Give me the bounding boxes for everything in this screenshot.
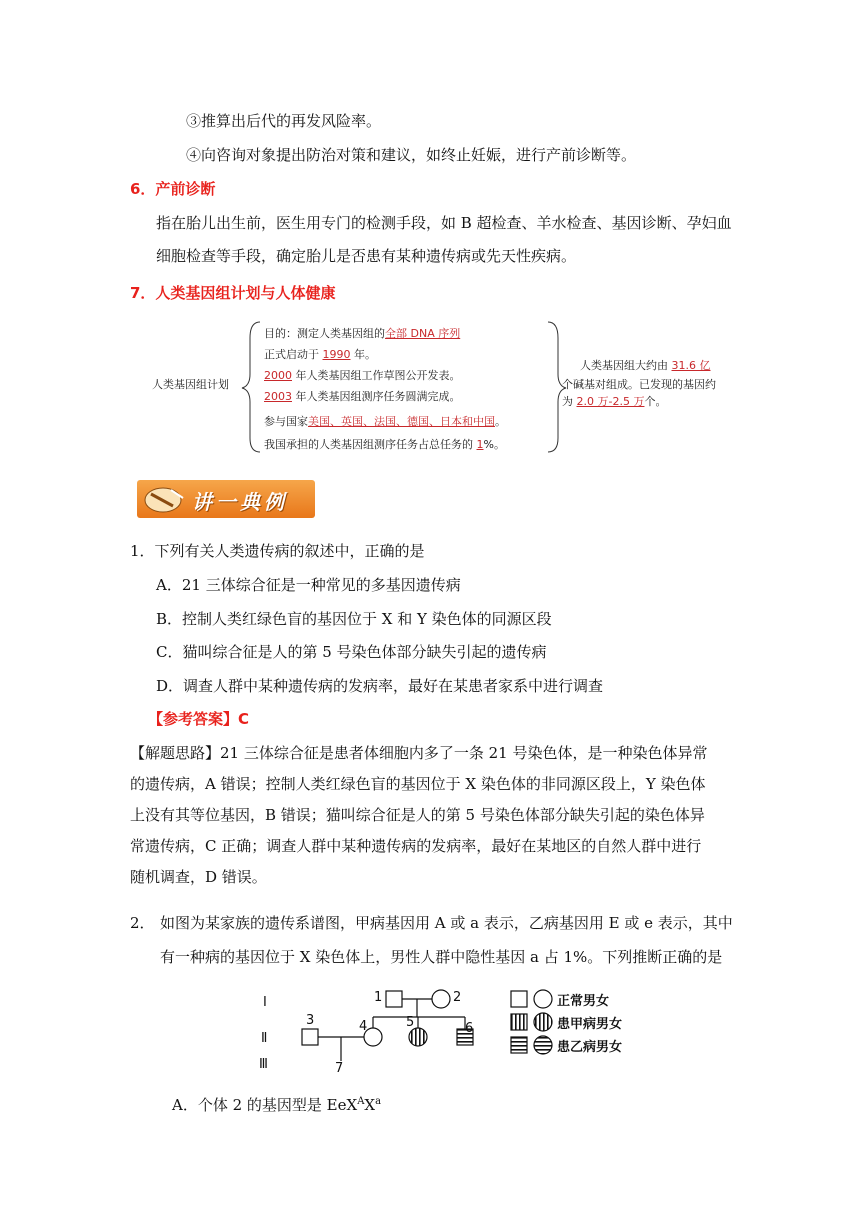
analysis-line-2: 的遗传病，A 错误；控制人类红绿色盲的基因位于 X 染色体的非同源区段上，Y 染色体 xyxy=(130,775,706,793)
legend-text-disease-b: 患乙病男女 xyxy=(557,1040,623,1055)
q1-stem: 1．下列有关人类遗传病的叙述中，正确的是 xyxy=(130,542,425,560)
individual-3-male xyxy=(302,1029,318,1045)
start-suffix: 年。 xyxy=(350,348,376,361)
q1-option-d: D．调查人群中某种遗传病的发病率，最好在某患者家系中进行调查 xyxy=(156,677,604,695)
year-2000: 2000 xyxy=(264,369,292,382)
year-2000-text: 年人类基因组工作草图公开发表。 xyxy=(292,369,461,382)
individual-5-female-disease-a xyxy=(409,1028,427,1046)
q1-option-b: B．控制人类红绿色盲的基因位于 X 和 Y 染色体的同源区段 xyxy=(156,610,552,628)
pencil-book-icon xyxy=(143,484,187,514)
legend-normal-male xyxy=(511,991,527,1007)
q2-stem-line-1: 如图为某家族的遗传系谱图，甲病基因用 A 或 a 表示，乙病基因用 E 或 e 表示，其中 xyxy=(160,914,733,932)
right-3-value: 2.0 万-2.5 万 xyxy=(576,395,645,408)
pedigree-chart xyxy=(255,985,675,1085)
analysis-line-4: 常遗传病，C 正确；调查人群中某种遗传病的发病率，最好在某地区的自然人群中进行 xyxy=(130,837,702,855)
banner-title: 讲一典例 xyxy=(192,490,288,514)
start-prefix: 正式启动于 xyxy=(264,348,323,361)
diagram-left-label: 人类基因组计划 xyxy=(152,378,229,391)
purpose-value: 全部 DNA 序列 xyxy=(385,327,461,340)
q1-option-c: C．猫叫综合征是人的第 5 号染色体部分缺失引起的遗传病 xyxy=(156,643,547,661)
gen-label-1: Ⅰ xyxy=(263,995,267,1010)
diagram-right-line-3 xyxy=(562,393,666,409)
right-3-suffix: 个。 xyxy=(644,395,667,408)
option-a-mid: X xyxy=(364,1096,376,1114)
option-a-sup-1: A xyxy=(357,1096,365,1107)
q1-answer xyxy=(148,708,249,729)
ind-label-7: 7 xyxy=(335,1061,344,1076)
diagram-countries xyxy=(264,413,506,429)
legend-disease-a-male xyxy=(511,1014,527,1030)
right-1-prefix: 人类基因组大约由 xyxy=(580,359,672,372)
diagram-2003 xyxy=(264,388,461,404)
legend-text-disease-a: 患甲病男女 xyxy=(557,1017,623,1032)
analysis-line-1-text: 【解题思路】21 三体综合征是患者体细胞内多了一条 21 号染色体，是一种染色体异常 xyxy=(130,744,708,762)
option-a-sup-2: a xyxy=(375,1096,382,1107)
diagram-start xyxy=(264,346,376,362)
ind-label-6: 6 xyxy=(465,1021,474,1036)
q2-option-a xyxy=(172,1094,381,1115)
ind-label-1: 1 xyxy=(374,990,383,1005)
item-4-text: ④向咨询对象提出防治对策和建议，如终止妊娠，进行产前诊断等。 xyxy=(186,146,637,164)
diagram-purpose xyxy=(264,325,460,341)
ind-label-2: 2 xyxy=(453,990,462,1005)
legend-normal-female xyxy=(534,990,552,1008)
right-1-value: 31.6 亿 xyxy=(671,359,711,372)
section-6-body-line-2: 细胞检查等手段，确定胎儿是否患有某种遗传病或先天性疾病。 xyxy=(156,247,577,265)
diagram-right-line-1 xyxy=(580,357,711,373)
purpose-prefix: 目的：测定人类基因组的 xyxy=(264,327,385,340)
individual-1-male xyxy=(386,991,402,1007)
year-2003-text: 年人类基因组测序任务圆满完成。 xyxy=(292,390,461,403)
answer-value: C xyxy=(238,710,250,728)
ind-label-4: 4 xyxy=(359,1019,368,1034)
china-prefix: 我国承担的人类基因组测序任务占总任务的 xyxy=(264,438,477,451)
analysis-line-3: 上没有其等位基因，B 错误；猫叫综合征是人的第 5 号染色体部分缺失引起的染色体异 xyxy=(130,806,705,824)
section-banner xyxy=(137,480,315,518)
answer-label: 【参考答案】 xyxy=(148,710,239,728)
gen-label-2: Ⅱ xyxy=(261,1031,268,1046)
diagram-2000 xyxy=(264,367,461,383)
year-2003: 2003 xyxy=(264,390,292,403)
china-value: 1 xyxy=(476,438,484,451)
start-year: 1990 xyxy=(322,348,351,361)
section-7-title: 7．人类基因组计划与人体健康 xyxy=(130,284,336,302)
ind-label-3: 3 xyxy=(306,1013,315,1028)
countries-value: 美国、英国、法国、德国、日本和中国 xyxy=(308,415,495,428)
legend-disease-b-male xyxy=(511,1037,527,1053)
diagram-right-line-2: 个碱基对组成。已发现的基因约 xyxy=(562,378,716,391)
individual-2-female xyxy=(432,990,450,1008)
gen-label-3: Ⅲ xyxy=(259,1057,268,1072)
diagram-china-share xyxy=(264,436,505,452)
legend-text-normal: 正常男女 xyxy=(557,994,610,1009)
china-suffix: %。 xyxy=(483,438,505,451)
legend-disease-b-female xyxy=(534,1036,552,1054)
section-6-body-line-1: 指在胎儿出生前，医生用专门的检测手段，如 B 超检查、羊水检查、基因诊断、孕妇血 xyxy=(156,214,732,232)
q2-number: 2． xyxy=(130,914,155,932)
q1-option-a: A．21 三体综合征是一种常见的多基因遗传病 xyxy=(156,576,461,594)
ind-label-5: 5 xyxy=(406,1015,415,1030)
countries-suffix: 。 xyxy=(495,415,506,428)
q2-stem-line-2: 有一种病的基因位于 X 染色体上，男性人群中隐性基因 a 占 1%。下列推断正确的是 xyxy=(160,948,723,966)
legend-disease-a-female xyxy=(534,1013,552,1031)
item-3-text: ③推算出后代的再发风险率。 xyxy=(186,112,382,130)
option-a-prefix: A．个体 2 的基因型是 EeX xyxy=(172,1096,358,1114)
right-3-prefix: 为 xyxy=(562,395,577,408)
countries-prefix: 参与国家 xyxy=(264,415,308,428)
analysis-line-5: 随机调查，D 错误。 xyxy=(130,868,267,886)
section-6-title: 6．产前诊断 xyxy=(130,180,216,198)
